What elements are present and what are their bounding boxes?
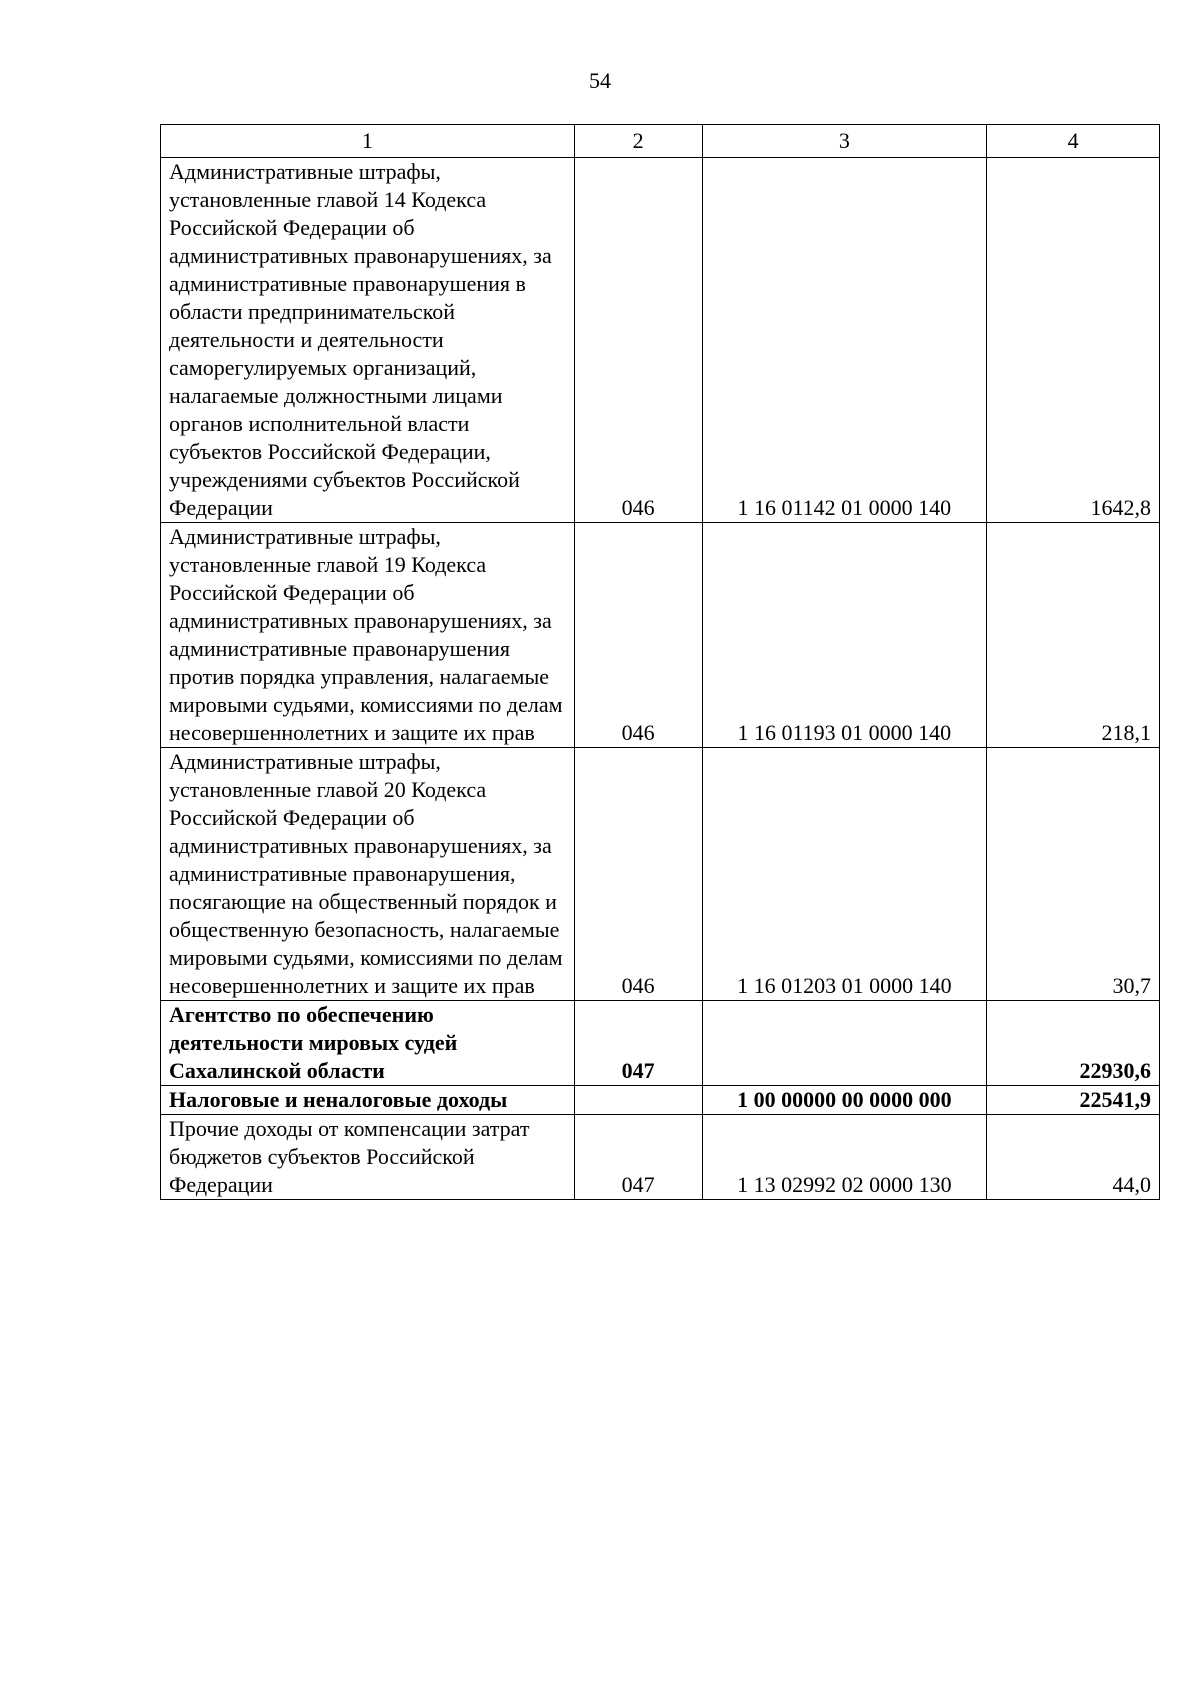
amount-cell: 22930,6 xyxy=(987,1001,1160,1086)
amount-cell: 44,0 xyxy=(987,1115,1160,1200)
income-name-cell: Административные штрафы, установленные главой 20 Кодекса Российской Федерации об административных правонарушениях, за административные правонарушения, посягающие на общественный порядок и общественную безопасность, налагаемые мировыми судьями, комиссиями по делам несовершеннолетних и защите их прав xyxy=(161,748,575,1001)
budget-class-code-cell: 1 16 01193 01 0000 140 xyxy=(702,523,987,748)
table-row xyxy=(161,158,1160,523)
amount-cell: 22541,9 xyxy=(987,1086,1160,1115)
table-row-agency xyxy=(161,1001,1160,1086)
table-row-subtotal xyxy=(161,1086,1160,1115)
agency-name-cell: Агентство по обеспечению деятельности мировых судей Сахалинской области xyxy=(161,1001,575,1086)
table-row xyxy=(161,748,1160,1001)
table-row xyxy=(161,523,1160,748)
admin-code-cell: 046 xyxy=(574,748,702,1001)
table-row xyxy=(161,1115,1160,1200)
budget-class-code-cell xyxy=(702,1001,987,1086)
amount-cell: 1642,8 xyxy=(987,158,1160,523)
admin-code-cell: 046 xyxy=(574,523,702,748)
column-header-3: 3 xyxy=(702,125,987,158)
column-header-1: 1 xyxy=(161,125,575,158)
table-header-row xyxy=(161,125,1160,158)
page-number: 54 xyxy=(589,68,611,93)
admin-code-cell: 047 xyxy=(574,1001,702,1086)
income-name-cell: Прочие доходы от компенсации затрат бюджетов субъектов Российской Федерации xyxy=(161,1115,575,1200)
income-name-cell: Административные штрафы, установленные главой 19 Кодекса Российской Федерации об административных правонарушениях, за административные правонарушения против порядка управления, налагаемые мировыми судьями, комиссиями по делам несовершеннолетних и защите их прав xyxy=(161,523,575,748)
income-group-name-cell: Налоговые и неналоговые доходы xyxy=(161,1086,575,1115)
budget-class-code-cell: 1 13 02992 02 0000 130 xyxy=(702,1115,987,1200)
admin-code-cell: 046 xyxy=(574,158,702,523)
budget-class-code-cell: 1 00 00000 00 0000 000 xyxy=(702,1086,987,1115)
budget-class-code-cell: 1 16 01203 01 0000 140 xyxy=(702,748,987,1001)
budget-class-code-cell: 1 16 01142 01 0000 140 xyxy=(702,158,987,523)
admin-code-cell: 047 xyxy=(574,1115,702,1200)
admin-code-cell xyxy=(574,1086,702,1115)
budget-income-table xyxy=(160,124,1160,1200)
amount-cell: 30,7 xyxy=(987,748,1160,1001)
amount-cell: 218,1 xyxy=(987,523,1160,748)
income-name-cell: Административные штрафы, установленные главой 14 Кодекса Российской Федерации об административных правонарушениях, за административные правонарушения в области предпринимательской деятельности и деятельности саморегулируемых организаций, налагаемые должностными лицами органов исполнительной власти субъектов Российской Федерации, учреждениями субъектов Российской Федерации xyxy=(161,158,575,523)
column-header-4: 4 xyxy=(987,125,1160,158)
column-header-2: 2 xyxy=(574,125,702,158)
